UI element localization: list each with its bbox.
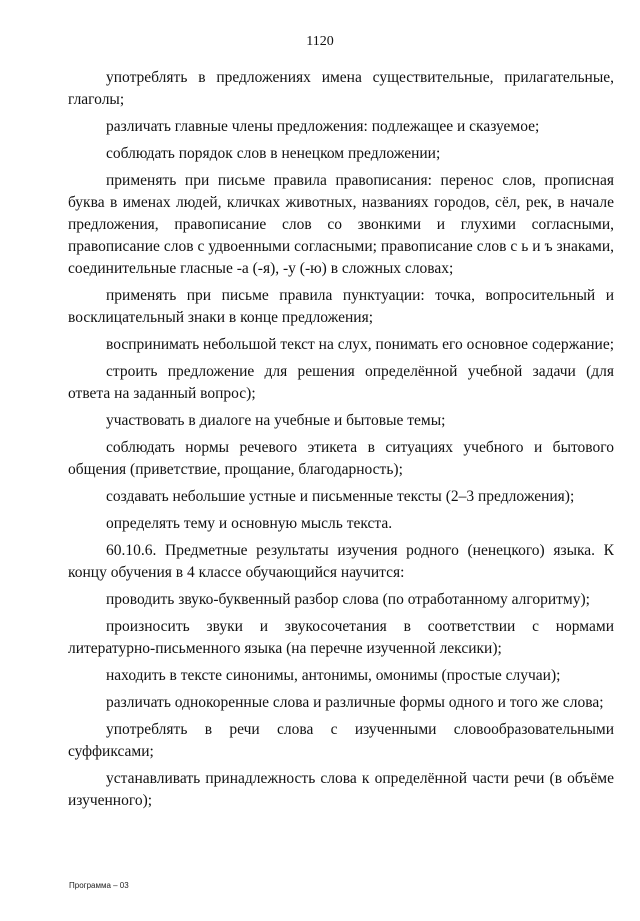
paragraph: создавать небольшие устные и письменные тексты (2–3 предложения); [106, 488, 575, 505]
paragraph: произносить звуки и звукосочетания в соответствии с нормами литературно-письменного языка (на перечне изученной лексики); [68, 618, 614, 657]
paragraph: употреблять в предложениях имена существительные, прилагательные, глаголы; [68, 69, 614, 108]
paragraph: проводить звуко-буквенный разбор слова (по отработанному алгоритму); [106, 591, 590, 608]
paragraph: применять при письме правила правописания: перенос слов, прописная буква в именах людей, кличках животных, названиях городов, сёл, рек, в начале предложения, правописание слов со звонкими и глухими согласными, правописание слов с удвоенными согласными; правописание слов с ь и ъ знаками, соединительные гласные -а (-я), -у (-ю) в сложных словах; [68, 172, 614, 277]
paragraph: участвовать в диалоге на учебные и бытовые темы; [106, 412, 446, 429]
paragraph: соблюдать нормы речевого этикета в ситуациях учебного и бытового общения (приветствие, прощание, благодарность); [68, 439, 614, 478]
paragraph: находить в тексте синонимы, антонимы, омонимы (простые случаи); [106, 667, 561, 684]
section-heading-paragraph: 60.10.6. Предметные результаты изучения родного (ненецкого) языка. К концу обучения в 4 классе обучающийся научится: [68, 542, 614, 581]
paragraph: употреблять в речи слова с изученными словообразовательными суффиксами; [68, 721, 614, 760]
paragraph: различать однокоренные слова и различные формы одного и того же слова; [106, 694, 604, 711]
paragraph: строить предложение для решения определённой учебной задачи (для ответа на заданный вопрос); [68, 363, 614, 402]
page-number: 1120 [306, 34, 334, 49]
paragraph: соблюдать порядок слов в ненецком предложении; [106, 145, 441, 162]
document-body [68, 67, 614, 817]
paragraph: различать главные члены предложения: подлежащее и сказуемое; [106, 118, 540, 135]
paragraph: воспринимать небольшой текст на слух, понимать его основное содержание; [106, 336, 615, 353]
paragraph: определять тему и основную мысль текста. [106, 515, 393, 532]
page-footer: Программа – 03 [69, 881, 129, 890]
paragraph: устанавливать принадлежность слова к определённой части речи (в объёме изученного); [68, 770, 614, 809]
paragraph: применять при письме правила пунктуации: точка, вопросительный и восклицательный знаки в конце предложения; [68, 287, 614, 326]
